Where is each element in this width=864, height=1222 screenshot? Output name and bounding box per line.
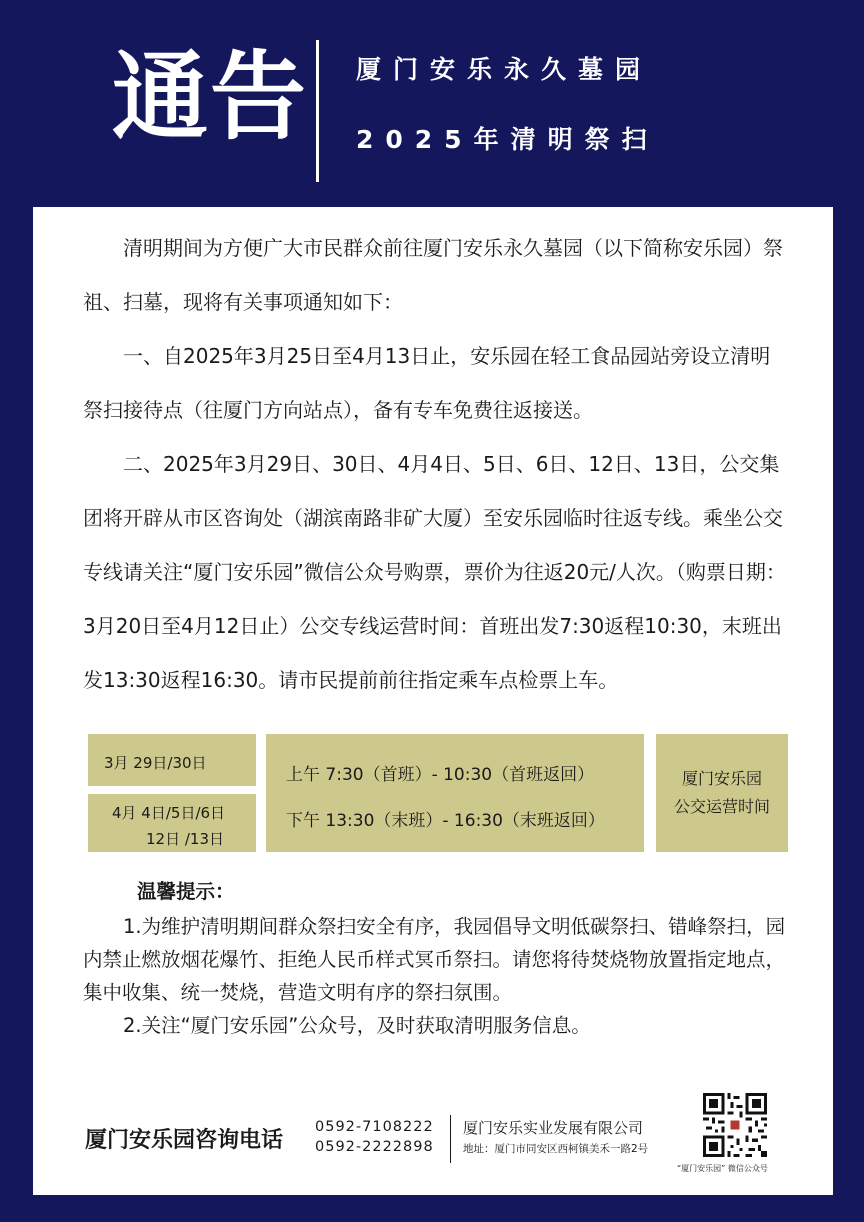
intro-paragraph: 清明期间为方便广大市民群众前往厦门安乐永久墓园（以下简称安乐园）祭祖、扫墓，现将有关事项通知如下： bbox=[83, 236, 783, 314]
schedule-dates-april bbox=[88, 794, 256, 852]
dates-march-text: 3月 29日/30日 bbox=[104, 754, 207, 772]
company-name: 厦门安乐实业发展有限公司 bbox=[463, 1119, 644, 1137]
tip-one: 1.为维护清明期间群众祭扫安全有序，我园倡导文明低碳祭扫、错峰祭扫，园内禁止燃放烟花爆竹、拒绝人民币样式冥币祭扫。请您将待焚烧物放置指定地点，集中收集、统一焚烧，营造文明有序的祭扫氛围。 bbox=[83, 915, 786, 1004]
hotline-label: 厦门安乐园咨询电话 bbox=[85, 1128, 284, 1153]
time-morning: 上午 7:30（首班）- 10:30（首班返回） bbox=[286, 765, 595, 785]
tip-two: 2.关注“厦门安乐园”公众号，及时获取清明服务信息。 bbox=[123, 1014, 591, 1037]
event-name: 2025年清明祭扫 bbox=[356, 125, 659, 154]
notice-body bbox=[83, 221, 789, 707]
dates-april-line1: 4月 4日/5日/6日 bbox=[112, 804, 226, 822]
item-one-paragraph: 一、自2025年3月25日至4月13日止，安乐园在轻工食品园站旁设立清明祭扫接待点（往厦门方向站点），备有专车免费往返接送。 bbox=[83, 344, 771, 422]
notice-card bbox=[33, 207, 833, 1195]
header bbox=[0, 0, 864, 205]
schedule-label bbox=[656, 734, 788, 852]
schedule-times bbox=[266, 734, 644, 852]
dates-april-line2: 12日 /13日 bbox=[146, 830, 224, 848]
time-afternoon: 下午 13:30（末班）- 16:30（末班返回） bbox=[286, 811, 605, 831]
bus-schedule-table bbox=[88, 732, 788, 852]
tips-section bbox=[83, 875, 791, 1042]
qr-caption: “厦门安乐园” 微信公众号 bbox=[677, 1164, 768, 1173]
footer-divider bbox=[450, 1115, 451, 1163]
phone-number-2: 0592-2222898 bbox=[315, 1139, 434, 1155]
phone-number-1: 0592-7108222 bbox=[315, 1119, 434, 1135]
phone-numbers bbox=[315, 1117, 434, 1157]
schedule-label-line1: 厦门安乐园 bbox=[681, 769, 762, 788]
schedule-dates-march bbox=[88, 734, 256, 786]
footer bbox=[33, 1107, 833, 1195]
notice-title: 通告 bbox=[112, 41, 308, 153]
tips-title: 温馨提示： bbox=[137, 880, 235, 903]
qr-code-icon[interactable] bbox=[703, 1093, 767, 1157]
company-address: 地址：厦门市同安区西柯镇美禾一路2号 bbox=[463, 1143, 649, 1155]
item-two-paragraph: 二、2025年3月29日、30日、4月4日、5日、6日、12日、13日，公交集团将开辟从市区咨询处（湖滨南路非矿大厦）至安乐园临时往返专线。乘坐公交专线请关注“厦门安乐园”微信公众号购票，票价为往返20元/人次。（购票日期：3月20日至4月12日止）公交专线运营时间：首班出发7:30返程10:30，末班出发13:30返程16:30。请市民提前前往指定乘车点检票上车。 bbox=[83, 452, 786, 692]
schedule-label-line2: 公交运营时间 bbox=[673, 797, 770, 816]
cemetery-name: 厦门安乐永久墓园 bbox=[356, 55, 653, 84]
header-divider bbox=[316, 40, 319, 182]
